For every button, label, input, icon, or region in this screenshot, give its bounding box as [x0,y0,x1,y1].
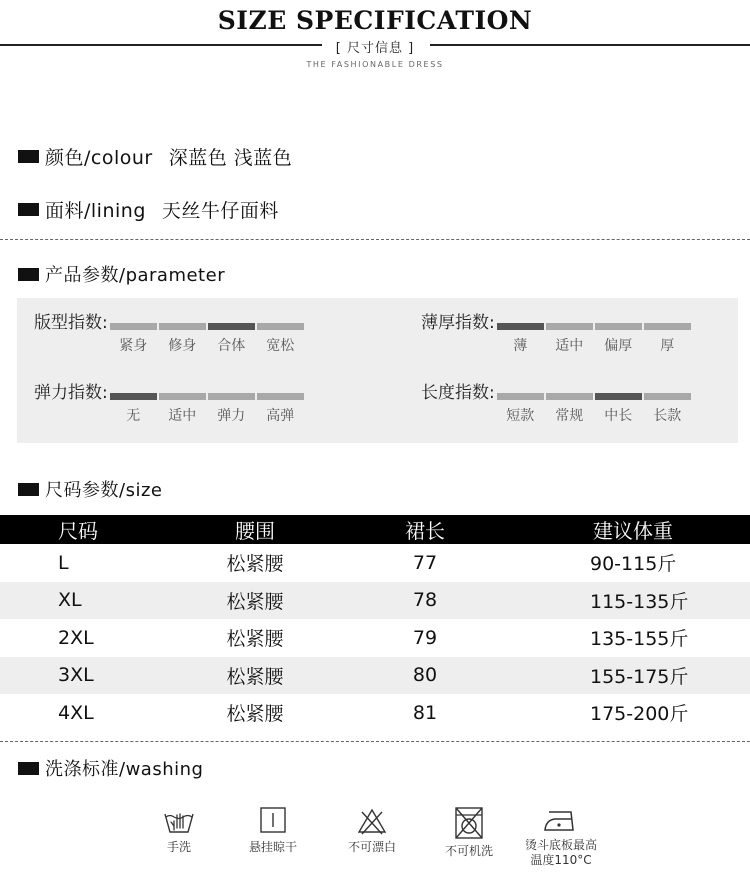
scale-option-label: 无 [126,408,141,424]
bullet-square-icon [18,483,39,496]
subtitle-en: THE FASHIONABLE DRESS [306,60,444,69]
section-divider [0,239,750,240]
header-size: 尺码 [0,515,165,544]
scale-bar [644,393,691,400]
cell-size: XL [0,582,165,620]
iron-icon [541,806,581,834]
scale-segment [497,382,544,425]
header-length: 裙长 [345,515,505,544]
cell-weight: 115-135斤 [505,582,750,620]
cell-length: 80 [345,657,505,695]
scale-name: 版型指数: [34,313,108,333]
colour-row [18,143,292,170]
table-row [0,657,750,695]
scale-segment [497,312,544,355]
elasticity-scale [34,382,306,425]
scale-bar [208,393,255,400]
cell-length: 77 [412,551,438,574]
section-divider [0,741,750,742]
scale-bar [257,393,304,400]
scale-option-label: 合体 [217,338,246,354]
scale-bar-selected [110,393,157,400]
scale-segment [159,312,206,355]
scale-option-label: 紧身 [119,338,148,354]
no-bleach-item [322,806,422,855]
cell-length: 81 [412,701,438,724]
scale-segment [159,382,206,425]
table-row [0,619,750,657]
cell-size: L [58,551,69,574]
cell-waist: 松紧腰 [165,657,345,695]
table-row [0,544,750,582]
size-label: 尺码参数/size [45,480,163,501]
scale-bar [595,323,642,330]
scale-option-label: 长款 [653,408,682,424]
scale-option-label: 适中 [555,338,584,354]
cell-size: 2XL [58,626,94,649]
scale-bar [110,323,157,330]
scale-segment [208,312,255,355]
lining-label: 面料/lining [45,200,146,222]
parameter-label: 产品参数/parameter [45,265,226,286]
scale-option-label: 弹力 [217,408,246,424]
cell-weight: 175-200斤 [590,703,689,726]
colour-label: 颜色/colour [45,147,153,169]
subtitle-cn: [ 尺寸信息 ] [335,41,415,56]
header-weight: 建议体重 [505,515,750,544]
table-row [0,694,750,732]
cell-size: 4XL [58,701,94,724]
scale-segment [208,382,255,425]
scale-option-label: 厚 [660,338,675,354]
scale-bar [497,393,544,400]
scale-name: 弹力指数: [34,383,108,403]
cell-waist: 松紧腰 [226,553,284,576]
hand-wash-icon [161,806,197,836]
scale-bar [546,323,593,330]
length-scale [421,382,693,425]
bullet-square-icon [18,203,39,216]
bullet-square-icon [18,268,39,281]
scale-segment [595,312,642,355]
iron-label: 烫斗底板最高 温度110°C [524,838,597,867]
hang-dry-item [223,806,323,855]
scale-name: 薄厚指数: [421,313,495,333]
scale-option-label: 修身 [168,338,197,354]
table-row [0,582,750,620]
cell-waist: 松紧腰 [226,703,284,726]
hang-dry-icon [255,806,291,836]
cell-length: 79 [412,626,438,649]
scale-segment [644,312,691,355]
scale-bar [546,393,593,400]
no-bleach-icon [354,806,390,836]
scale-option-label: 宽松 [266,338,295,354]
scale-option-label: 中长 [604,408,633,424]
scale-option-label: 适中 [168,408,197,424]
scale-bar-selected [595,393,642,400]
size-heading [18,476,162,502]
bullet-square-icon [18,762,39,775]
scale-segment [257,382,304,425]
cell-weight: 155-175斤 [505,657,750,695]
bullet-square-icon [18,150,39,163]
scale-option-label: 偏厚 [604,338,633,354]
no-machine-wash-label: 不可机洗 [444,844,493,858]
scale-segment [546,382,593,425]
scale-segment [644,382,691,425]
scale-segment [257,312,304,355]
header-waist: 腰围 [165,515,345,544]
washing-label: 洗涤标准/washing [45,759,204,780]
colour-value: 深蓝色 浅蓝色 [168,147,293,169]
hang-dry-label: 悬挂晾干 [248,840,297,854]
fit-scale [34,312,306,355]
scale-bar-selected [497,323,544,330]
cell-waist: 松紧腰 [165,582,345,620]
scale-option-label: 常规 [555,408,584,424]
parameter-panel [17,298,738,443]
cell-waist: 松紧腰 [226,628,284,651]
scale-bar [159,323,206,330]
no-machine-wash-icon [451,806,487,840]
scale-segment [546,312,593,355]
scale-bar-selected [208,323,255,330]
scale-option-label: 短款 [506,408,535,424]
hand-wash-item [129,806,229,855]
cell-length: 78 [345,582,505,620]
scale-segment [595,382,642,425]
parameter-heading [18,261,225,287]
scale-bar [644,323,691,330]
no-machine-wash-item [419,806,519,859]
scale-name: 长度指数: [421,383,495,403]
cell-size: 3XL [0,657,165,695]
no-bleach-label: 不可漂白 [347,840,396,854]
hand-wash-label: 手洗 [166,840,191,854]
page-title: SIZE SPECIFICATION [217,6,533,35]
washing-heading [18,755,203,781]
lining-row [18,196,279,223]
table-header-row [0,515,750,544]
cell-weight: 135-155斤 [590,628,689,651]
scale-segment [110,312,157,355]
scale-segment [110,382,157,425]
scale-option-label: 高弹 [266,408,295,424]
scale-bar [257,323,304,330]
iron-item [511,806,611,868]
scale-option-label: 薄 [513,338,528,354]
scale-bar [159,393,206,400]
lining-value: 天丝牛仔面料 [161,200,279,222]
thickness-scale [421,312,693,355]
size-table [0,515,750,732]
cell-weight: 90-115斤 [590,553,677,576]
